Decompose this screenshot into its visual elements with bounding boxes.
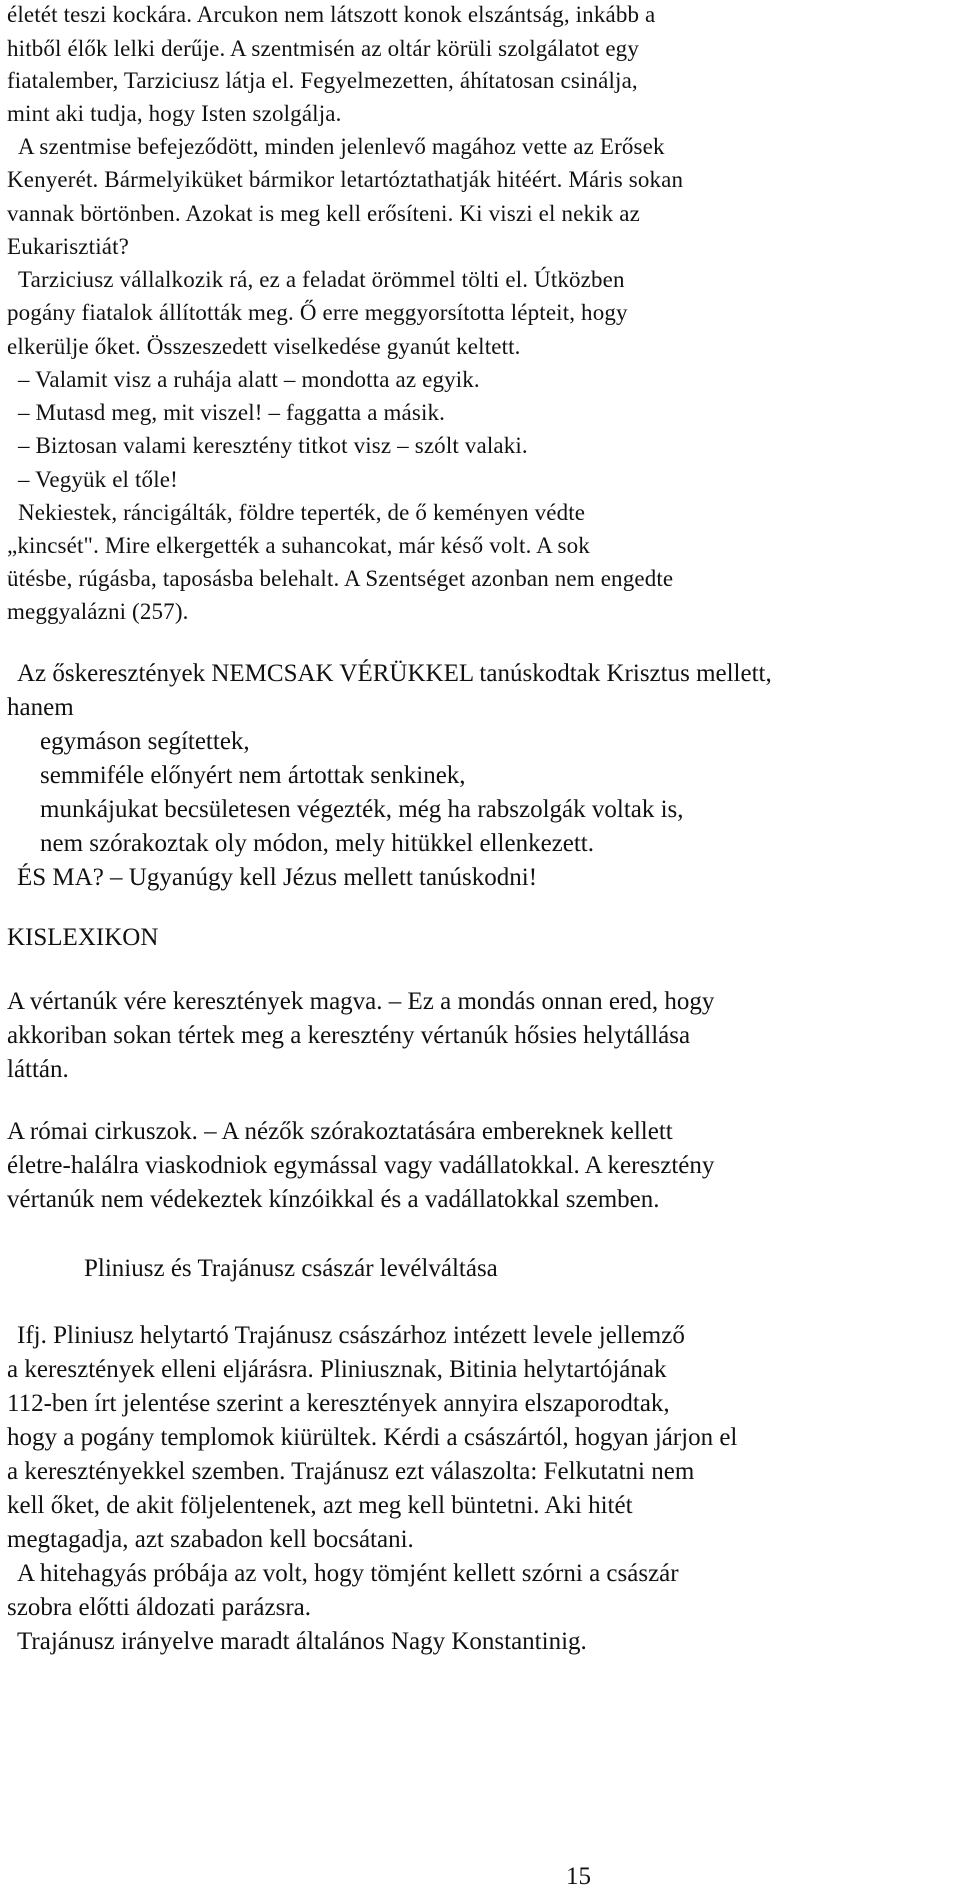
story-line: hitből élők lelki derűje. A szentmisén az oltár körüli szolgálatot egy: [7, 36, 639, 61]
dialogue-line: – Valamit visz a ruhája alatt – mondotta az egyik.: [18, 367, 480, 392]
story-line: „kincsét". Mire elkergették a suhancokat, már késő volt. A sok: [7, 533, 590, 558]
lexicon-entry-line: A római cirkuszok. – A nézők szórakoztatására embereknek kellett: [7, 1118, 673, 1145]
lexicon-entry-line: A vértanúk vére keresztények magva. – Ez a mondás onnan ered, hogy: [7, 988, 715, 1015]
pliny-line: kell őket, de akit följelentenek, azt meg kell büntetni. Aki hitét: [7, 1492, 633, 1519]
lexicon-entry-line: vértanúk nem védekeztek kínzóikkal és a vadállatokkal szemben.: [7, 1186, 660, 1213]
story-line: mint aki tudja, hogy Isten szolgálja.: [7, 101, 342, 126]
story-line: pogány fiatalok állították meg. Ő erre meggyorsította lépteit, hogy: [7, 300, 628, 325]
witness-list-item: munkájukat becsületesen végezték, még ha rabszolgák voltak is,: [40, 796, 684, 823]
story-line: meggyalázni (257).: [7, 599, 189, 624]
page-number: 15: [566, 1863, 591, 1890]
witness-list-item: egymáson segítettek,: [40, 728, 250, 755]
story-line: életét teszi kockára. Arcukon nem látszott konok elszántság, inkább a: [7, 2, 656, 27]
story-line: elkerülje őket. Összeszedett viselkedése gyanút keltett.: [7, 334, 521, 359]
story-line: ütésbe, rúgásba, taposásba belehalt. A Szentséget azonban nem engedte: [7, 566, 674, 591]
pliny-line: Ifj. Pliniusz helytartó Trajánusz császárhoz intézett levele jellemző: [17, 1322, 685, 1349]
dialogue-line: – Vegyük el tőle!: [18, 467, 178, 492]
pliny-line: a keresztényekkel szemben. Trajánusz ezt válaszolta: Felkutatni nem: [7, 1458, 695, 1485]
pliny-line: 112-ben írt jelentése szerint a keresztények annyira elszaporodtak,: [7, 1390, 670, 1417]
witness-conclusion: ÉS MA? – Ugyanúgy kell Jézus mellett tanúskodni!: [17, 864, 538, 891]
story-line: Kenyerét. Bármelyiküket bármikor letartóztathatják hitéért. Máris sokan: [7, 167, 684, 192]
story-line: Eukarisztiát?: [7, 234, 130, 259]
pliny-line: szobra előtti áldozati parázsra.: [7, 1594, 312, 1621]
kislexikon-heading: KISLEXIKON: [7, 924, 159, 951]
lexicon-entry-line: akkoriban sokan tértek meg a keresztény vértanúk hősies helytállása: [7, 1022, 691, 1049]
pliny-line: megtagadja, azt szabadon kell bocsátani.: [7, 1526, 414, 1553]
pliny-line: A hitehagyás próbája az volt, hogy tömjént kellett szórni a császár: [17, 1560, 679, 1587]
witness-list-item: nem szórakoztak oly módon, mely hitükkel ellenkezett.: [40, 830, 595, 857]
pliny-line: Trajánusz irányelve maradt általános Nagy Konstantinig.: [17, 1628, 587, 1655]
pliny-line: a keresztények elleni eljárásra. Pliniusznak, Bitinia helytartójának: [7, 1356, 667, 1383]
story-line: Nekiestek, ráncigálták, földre teperték, de ő keményen védte: [18, 500, 586, 525]
witness-intro: hanem: [7, 694, 74, 721]
witness-list-item: semmiféle előnyért nem ártottak senkinek,: [40, 762, 466, 789]
story-line: vannak börtönben. Azokat is meg kell erősíteni. Ki viszi el nekik az: [7, 201, 640, 226]
story-line: Tarziciusz vállalkozik rá, ez a feladat örömmel tölti el. Útközben: [18, 267, 625, 292]
lexicon-entry-line: láttán.: [7, 1056, 69, 1083]
dialogue-line: – Mutasd meg, mit viszel! – faggatta a másik.: [18, 400, 446, 425]
pliny-line: hogy a pogány templomok kiürültek. Kérdi a császártól, hogyan járjon el: [7, 1424, 738, 1451]
dialogue-line: – Biztosan valami keresztény titkot visz – szólt valaki.: [18, 433, 528, 458]
lexicon-entry-line: életre-halálra viaskodniok egymással vagy vadállatokkal. A keresztény: [7, 1152, 715, 1179]
story-line: fiatalember, Tarziciusz látja el. Fegyelmezetten, áhítatosan csinálja,: [7, 68, 638, 93]
pliny-heading: Pliniusz és Trajánusz császár levélváltása: [84, 1255, 498, 1282]
witness-intro: Az őskeresztények NEMCSAK VÉRÜKKEL tanúskodtak Krisztus mellett,: [17, 660, 772, 687]
story-line: A szentmise befejeződött, minden jelenlevő magához vette az Erősek: [18, 134, 665, 159]
